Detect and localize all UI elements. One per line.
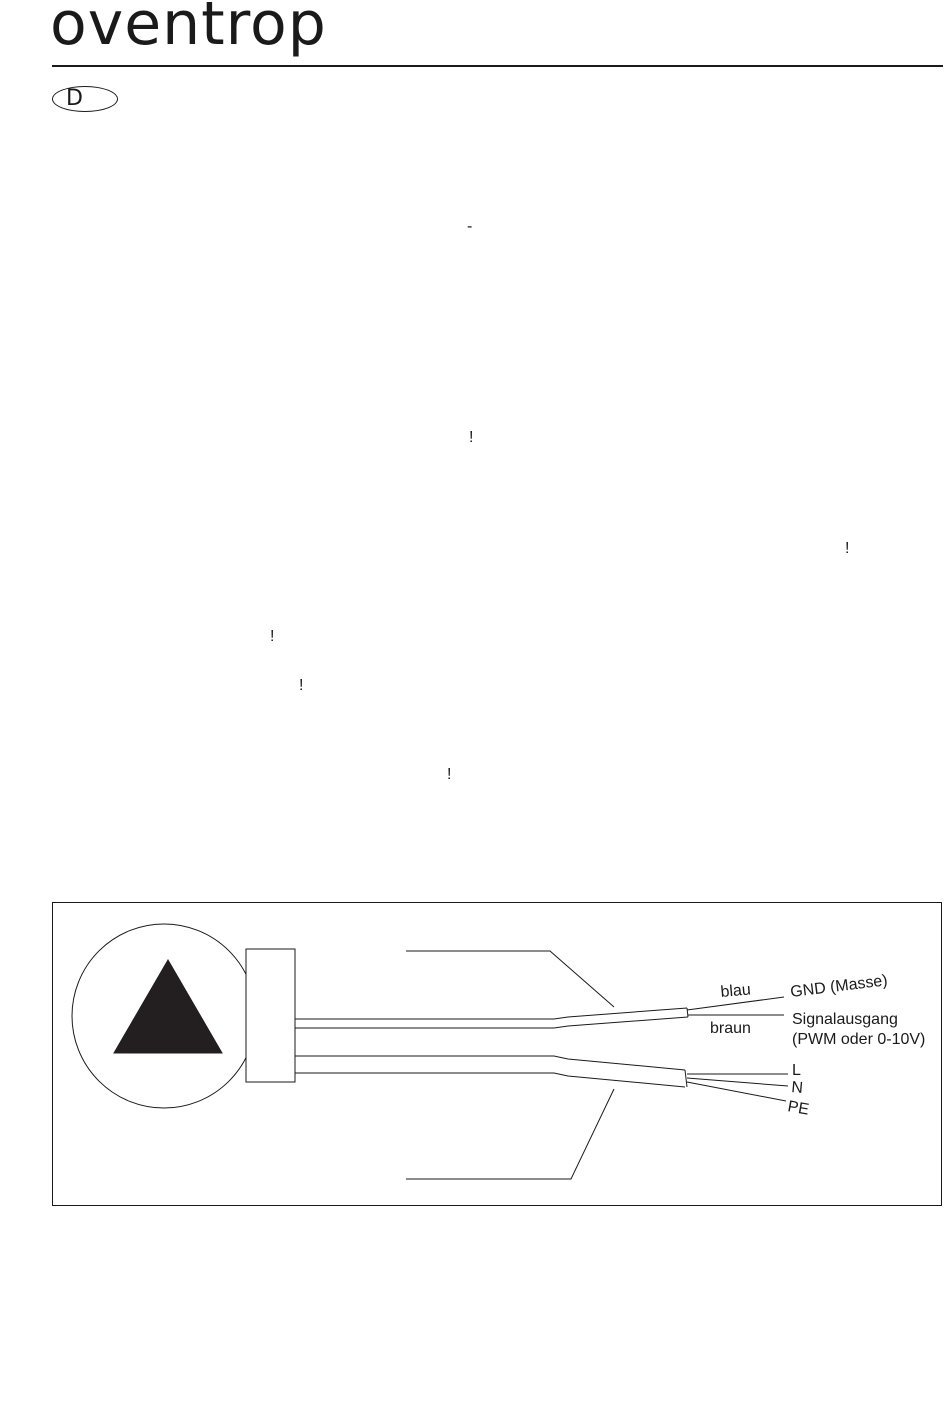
pe-label: PE: [786, 1098, 811, 1119]
exclamation-mark: !: [299, 677, 304, 694]
exclamation-mark: !: [845, 540, 850, 557]
pump-symbol: [72, 924, 256, 1108]
leader-line-bottom: [406, 1089, 614, 1179]
terminal-box: [246, 949, 295, 1082]
brand-logo: oventrop: [50, 0, 327, 59]
signal-type-label: (PWM oder 0-10V): [792, 1031, 926, 1048]
brown-wire-label: braun: [710, 1020, 751, 1037]
l-label: L: [792, 1062, 801, 1079]
leader-line-top: [406, 951, 614, 1007]
signal-cable: [295, 951, 784, 1028]
blue-wire-label: blau: [719, 981, 752, 1001]
signal-output-label: Signalausgang: [792, 1011, 898, 1028]
n-label: N: [790, 1079, 804, 1097]
wiring-diagram: [52, 902, 942, 1206]
dash-mark: -: [467, 218, 473, 235]
language-badge-label: D: [66, 86, 83, 111]
power-cable: [295, 1056, 788, 1179]
exclamation-mark: !: [469, 429, 474, 446]
gnd-label: GND (Masse): [789, 972, 889, 1001]
pump-triangle: [114, 960, 222, 1053]
exclamation-mark: !: [447, 766, 452, 783]
exclamation-mark: !: [270, 628, 275, 645]
